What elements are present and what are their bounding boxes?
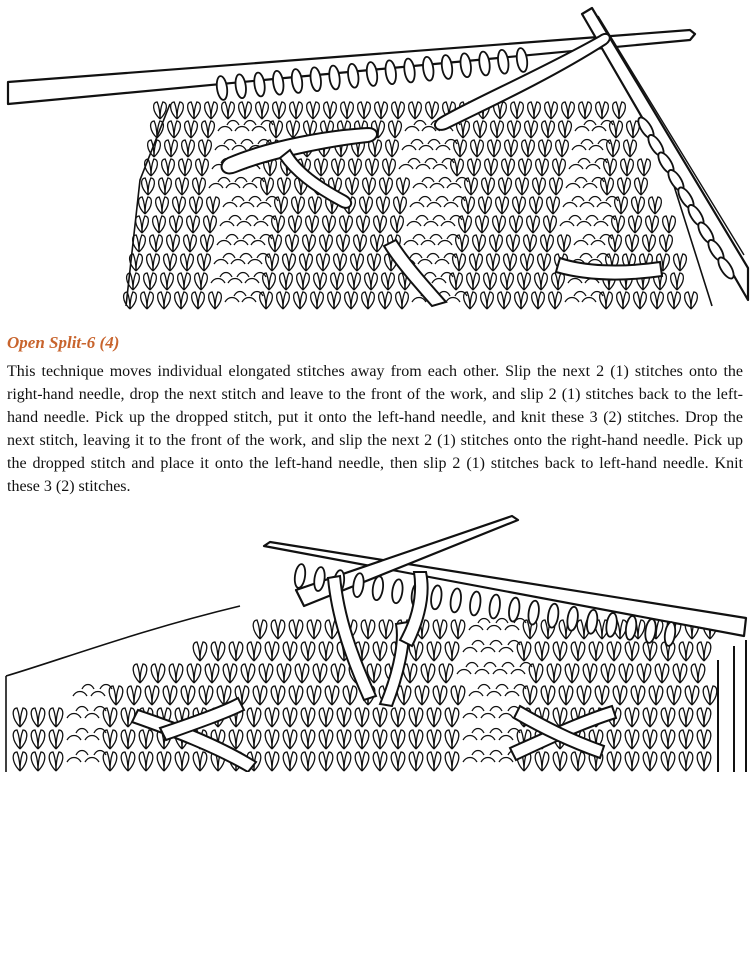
knitting-diagram-top <box>0 0 750 310</box>
edge-lines <box>718 640 746 772</box>
knitting-illustration-top <box>0 0 750 310</box>
section-title: Open Split-6 (4) <box>7 333 120 352</box>
knitting-illustration-bottom <box>0 510 750 772</box>
instructions-section <box>7 332 743 498</box>
dropped-stitch <box>132 572 616 772</box>
section-description: This technique moves individual elongated stitches away from each other. Slip the next 2 (1) stitches onto the right-hand needle, drop the next stitch and leave to the front of the work, and slip 2 (1) stitches back to the left-hand needle. Pick up the dropped stitch, put it onto the left-hand needle, and knit these 3 (2) stitches. Drop the next stitch, leaving it to the front of the work, and slip the next 2 (1) stitches onto the right-hand needle. Pick up the dropped stitch and place it onto the left-hand needle, then slip 2 (1) stitches back to left-hand needle. Knit these 3 (2) stitches. <box>7 363 743 495</box>
knitting-diagram-bottom <box>0 510 750 772</box>
